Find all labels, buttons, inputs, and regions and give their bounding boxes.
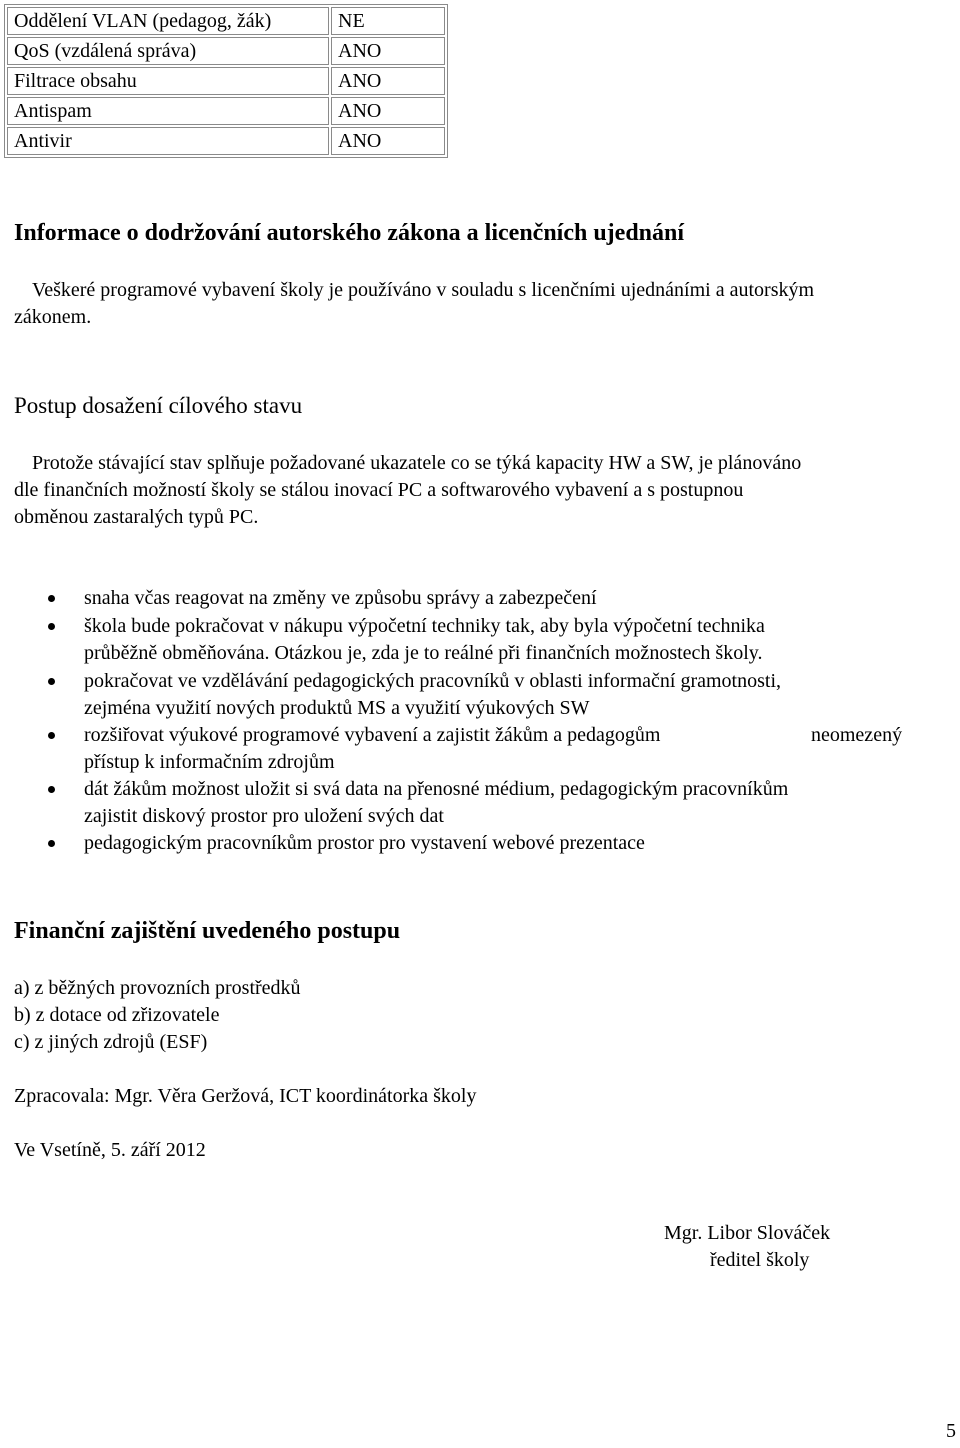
place-date: Ve Vsetíně, 5. září 2012 <box>14 1139 206 1161</box>
setting-name: Antivir <box>7 127 329 155</box>
procedure-text-line-1: Protože stávající stav splňuje požadované ukazatele co se týká kapacity HW a SW, je plánováno <box>32 452 802 474</box>
bullet-icon <box>48 840 55 847</box>
finance-item-c: c) z jiných zdrojů (ESF) <box>14 1031 208 1053</box>
page-number: 5 <box>946 1420 956 1442</box>
setting-value: ANO <box>331 127 445 155</box>
setting-value: NE <box>331 7 445 35</box>
license-heading: Informace o dodržování autorského zákona a licenčních ujednání <box>14 220 685 246</box>
bullet-icon <box>48 623 55 630</box>
license-text-line-1: Veškeré programové vybavení školy je používáno v souladu s licenčními ujednáními a autorským <box>32 279 815 301</box>
license-text-line-2: zákonem. <box>14 306 92 328</box>
procedure-text-line-3: obměnou zastaralých typů PC. <box>14 506 259 528</box>
setting-value: ANO <box>331 97 445 125</box>
settings-table <box>4 4 448 158</box>
setting-name: Antispam <box>7 97 329 125</box>
table-row <box>7 7 445 35</box>
signature-name: Mgr. Libor Slováček <box>664 1222 831 1244</box>
bullet-icon <box>48 732 55 739</box>
bullet-icon <box>48 595 55 602</box>
setting-name: Oddělení VLAN (pedagog, žák) <box>7 7 329 35</box>
setting-value: ANO <box>331 37 445 65</box>
bullet-icon <box>48 678 55 685</box>
table-row <box>7 127 445 155</box>
procedure-text-line-2: dle finančních možností školy se stálou inovací PC a softwarového vybavení a s postupnou <box>14 479 744 501</box>
finance-item-a: a) z běžných provozních prostředků <box>14 977 301 999</box>
procedure-heading: Postup dosažení cílového stavu <box>14 393 303 418</box>
table-row <box>7 37 445 65</box>
signature-title: ředitel školy <box>710 1249 810 1271</box>
setting-value: ANO <box>331 67 445 95</box>
finance-item-b: b) z dotace od zřizovatele <box>14 1004 220 1026</box>
table-row <box>7 67 445 95</box>
bullet-icon <box>48 786 55 793</box>
setting-name: QoS (vzdálená správa) <box>7 37 329 65</box>
finance-heading: Finanční zajištění uvedeného postupu <box>14 918 401 944</box>
setting-name: Filtrace obsahu <box>7 67 329 95</box>
table-row <box>7 97 445 125</box>
prepared-by: Zpracovala: Mgr. Věra Geržová, ICT koordinátorka školy <box>14 1085 477 1107</box>
